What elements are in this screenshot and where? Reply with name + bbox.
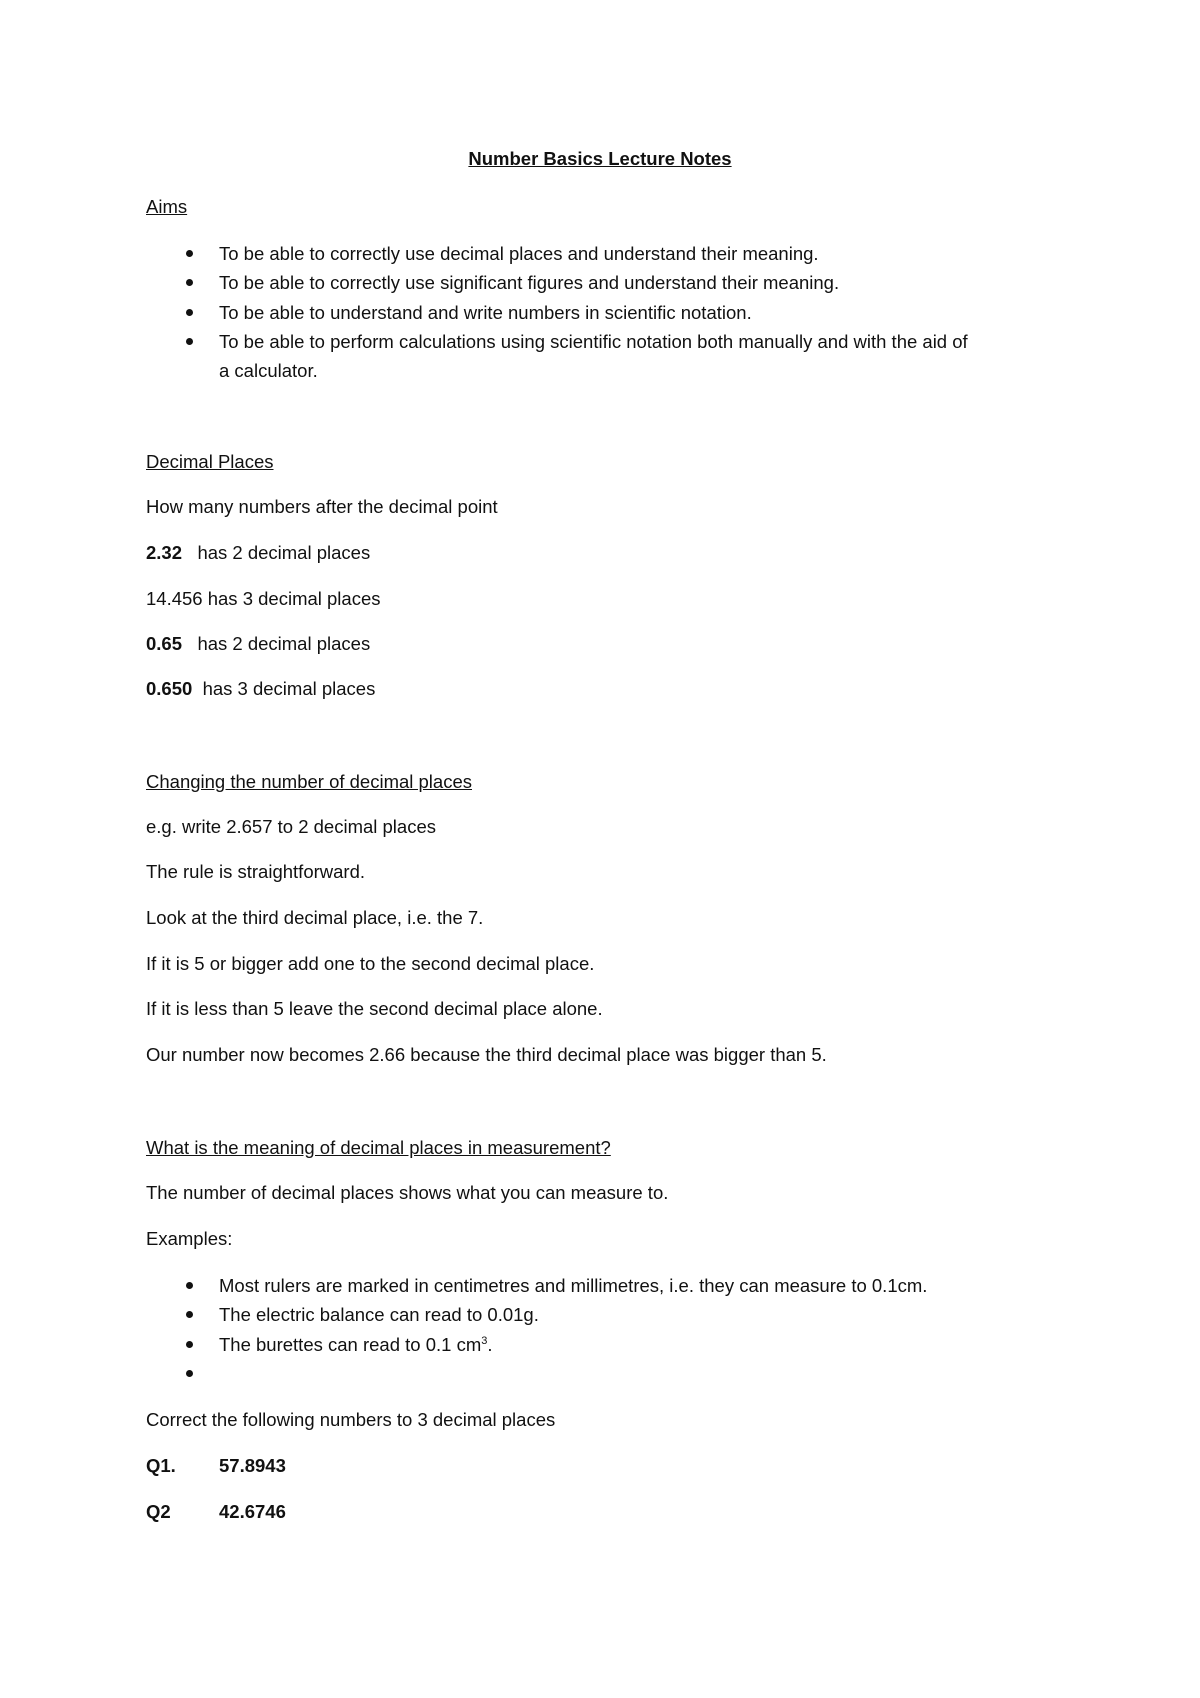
- bullet-icon: [186, 279, 193, 286]
- aims-list: [146, 239, 1200, 385]
- bullet-icon: [186, 250, 193, 257]
- changing-line: The rule is straightforward.: [146, 861, 366, 882]
- examples-label: Examples:: [146, 1228, 233, 1249]
- changing-line: If it is less than 5 leave the second decimal place alone.: [146, 998, 603, 1019]
- decimal-places-intro: How many numbers after the decimal point: [146, 496, 498, 517]
- question-value: 57.8943: [219, 1455, 286, 1476]
- decimal-example: 2.32 has 2 decimal places: [146, 542, 371, 563]
- changing-line: e.g. write 2.657 to 2 decimal places: [146, 816, 436, 837]
- aims-item-continuation: a calculator.: [219, 360, 318, 382]
- decimal-example: 14.456 has 3 decimal places: [146, 588, 381, 609]
- measurement-example: The electric balance can read to 0.01g.: [146, 1300, 1200, 1329]
- meaning-heading: What is the meaning of decimal places in measurement?: [146, 1137, 611, 1158]
- changing-line: If it is 5 or bigger add one to the second decimal place.: [146, 953, 595, 974]
- bullet-icon: [186, 338, 193, 345]
- bullet-icon: [186, 309, 193, 316]
- exercise-instruction: Correct the following numbers to 3 decimal places: [146, 1409, 556, 1430]
- question-label: Q2: [146, 1501, 171, 1522]
- aims-item: To be able to correctly use decimal places and understand their meaning.: [146, 239, 1200, 268]
- changing-heading: Changing the number of decimal places: [146, 771, 472, 792]
- measurement-examples-list: [146, 1271, 1200, 1388]
- question-label: Q1.: [146, 1455, 176, 1476]
- question-row: [146, 1454, 286, 1478]
- page-title: Number Basics Lecture Notes: [468, 148, 732, 169]
- aims-heading: Aims: [146, 196, 188, 217]
- changing-line: Look at the third decimal place, i.e. the 7.: [146, 907, 484, 928]
- measurement-example-empty: [146, 1359, 1200, 1388]
- question-row: [146, 1500, 286, 1524]
- superscript: 3: [481, 1334, 488, 1347]
- decimal-example: 0.650 has 3 decimal places: [146, 678, 376, 699]
- measurement-example: The burettes can read to 0.1 $cm^3$.: [146, 1330, 1200, 1359]
- meaning-intro: The number of decimal places shows what you can measure to.: [146, 1182, 669, 1203]
- aims-item: To be able to understand and write numbers in scientific notation.: [146, 298, 1200, 327]
- decimal-places-heading: Decimal Places: [146, 451, 274, 472]
- bullet-icon: [186, 1311, 193, 1318]
- aims-item: To be able to perform calculations using scientific notation both manually and with the aid of a calculator.: [146, 327, 1200, 386]
- changing-line: Our number now becomes 2.66 because the third decimal place was bigger than 5.: [146, 1044, 827, 1065]
- question-value: 42.6746: [219, 1501, 286, 1522]
- bullet-icon: [186, 1370, 193, 1377]
- bullet-icon: [186, 1282, 193, 1289]
- bullet-icon: [186, 1341, 193, 1348]
- measurement-example: Most rulers are marked in centimetres and millimetres, i.e. they can measure to 0.1cm.: [146, 1271, 1200, 1300]
- aims-item: To be able to correctly use significant figures and understand their meaning.: [146, 268, 1200, 297]
- decimal-example: 0.65 has 2 decimal places: [146, 633, 371, 654]
